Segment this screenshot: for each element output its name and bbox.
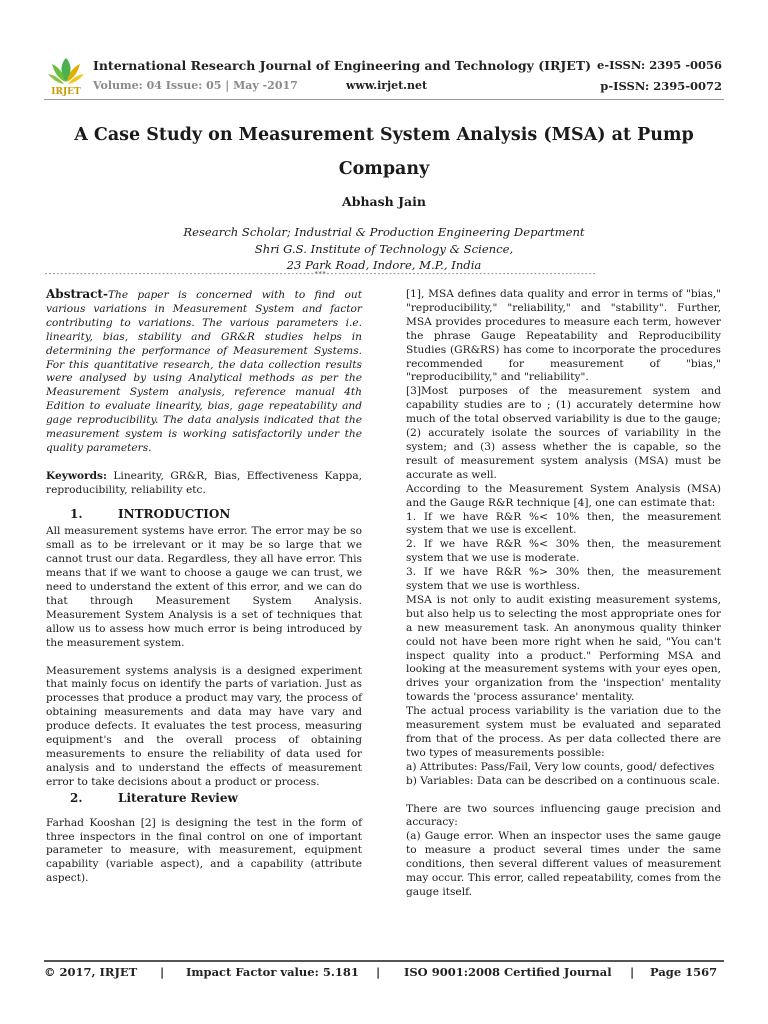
- volume-issue: Volume: 04 Issue: 05 | May -2017: [93, 79, 298, 92]
- abstract: [46, 288, 362, 456]
- affiliation-line-3: 23 Park Road, Indore, M.P., India: [286, 258, 482, 272]
- criteria-item-3: 3. If we have R&R %> 30% then, the measurement system that we use is worthless.: [406, 566, 721, 593]
- journal-website: www.irjet.net: [346, 79, 428, 92]
- footer-iso: ISO 9001:2008 Certified Journal: [404, 965, 612, 979]
- section-heading-literature: [46, 792, 362, 806]
- irjet-logo: [44, 52, 88, 96]
- section-divider: ---------------------------------------------------------------------***---------------------------------------------------------------------: [44, 270, 596, 278]
- keywords-label: Keywords:: [46, 469, 107, 482]
- journal-header: [44, 52, 724, 96]
- measurement-type-attributes: a) Attributes: Pass/Fail, Very low counts, good/ defectives: [406, 760, 715, 773]
- section-number: 2.: [70, 790, 83, 805]
- header-rule: [44, 99, 724, 100]
- criteria-item-1: 1. If we have R&R %< 10% then, the measurement system that we use is excellent.: [406, 510, 721, 537]
- right-paragraph-variability: The actual process variability is the variation due to the measurement system must be evaluated and separated from that of the process. As per data collected there are two types of measurements possible:: [406, 705, 721, 759]
- right-paragraph-3: According to the Measurement System Analysis (MSA) and the Gauge R&R technique [4], one can estimate that:: [406, 482, 721, 509]
- footer-copyright: © 2017, IRJET: [44, 965, 138, 979]
- logo-text: IRJET: [51, 87, 81, 96]
- affiliation-line-1: Research Scholar; Industrial & Production Engineering Department: [183, 225, 585, 239]
- section-number: 1.: [70, 506, 83, 521]
- title-line-1: A Case Study on Measurement System Analysis (MSA) at Pump: [74, 125, 694, 145]
- footer-rule: [44, 960, 724, 962]
- right-paragraph-1: [1], MSA defines data quality and error in terms of "bias," "reproducibility," "reliability," and "stability". Further, MSA provides procedures to measure each term, however the phrase Gauge Repeatability and Reproducibility Studies (GR&RS) has come to incorporate the procedures recommended for measurement of "bias," "reproducibility," and "reliability".: [406, 288, 721, 384]
- author-name: Abhash Jain: [342, 194, 426, 209]
- right-column: [406, 288, 721, 900]
- keywords: [46, 470, 362, 498]
- left-column: [46, 288, 362, 886]
- footer-impact-factor: Impact Factor value: 5.181: [186, 965, 359, 979]
- paper-title: [40, 118, 728, 186]
- author-affiliation: [0, 224, 768, 274]
- right-paragraph-sources: There are two sources influencing gauge precision and accuracy:: [406, 802, 721, 829]
- e-issn: e-ISSN: 2395 -0056: [597, 58, 722, 72]
- literature-paragraph-1: Farhad Kooshan [2] is designing the test in the form of three inspectors in the final control on one of important parameter to measure, with measurement, equipment capability (variable aspect), and a capability (attribute aspect).: [46, 816, 362, 885]
- page-footer: [44, 965, 724, 981]
- right-paragraph-msa: MSA is not only to audit existing measurement systems, but also help us to selecting the most appropriate ones for a new measurement task. An anonymous quality thinker could not have been more right when he said, "You can't inspect quality into a product." Performing MSA and looking at the measurement systems with your eyes open, drives your organization from the 'inspection' mentality towards the 'process assurance' mentality.: [406, 593, 721, 704]
- footer-page-number: Page 1567: [650, 965, 718, 979]
- section-title: Literature Review: [118, 790, 238, 805]
- abstract-text: The paper is concerned with to find out various variations in Measurement System and factor contributing to variations. The various parameters i.e. linearity, bias, stability and GR&R studies helps in determining the performance of Measurement Systems. For this quantitative research, the data collection results were analysed by using Analytical methods as per the Measurement System analysis, reference manual 4th Edition to evaluate linearity, bias, gage repeatability and gage reproducibility. The data analysis indicated that the measurement system is working satisfactorily under the quality parameters.: [46, 289, 362, 454]
- section-heading-introduction: [46, 508, 362, 522]
- affiliation-line-2: Shri G.S. Institute of Technology & Science,: [254, 241, 514, 256]
- p-issn: p-ISSN: 2395-0072: [600, 79, 722, 93]
- footer-separator: |: [630, 965, 635, 979]
- intro-paragraph-1: All measurement systems have error. The error may be so small as to be irrelevant or it may be so large that we cannot trust our data. Regardless, they all have error. This means that if we want to choose a gauge we can trust, we need to understand the extent of this error, and we can do that through Measurement System Analysis. Measurement System Analysis is a set of techniques that allow us to assess how much error is being introduced by the measurement system.: [46, 525, 362, 649]
- intro-paragraph-2: Measurement systems analysis is a designed experiment that mainly focus on identify the parts of variation. Just as processes that produce a product may vary, the process of obtaining measurements and data may have vary and produce defects. It evaluates the test process, measuring equipment's and the overall process of obtaining measurements to ensure the reliability of data used for analysis and to understand the effects of measurement error to take decisions about a product or process.: [46, 664, 362, 788]
- footer-separator: |: [376, 965, 381, 979]
- abstract-label: Abstract-: [46, 287, 108, 301]
- right-paragraph-gauge-error: (a) Gauge error. When an inspector uses the same gauge to measure a product several times under the same conditions, then several different values of measurement may occur. This error, called repeatability, comes from the gauge itself.: [406, 830, 721, 898]
- footer-separator: |: [160, 965, 165, 979]
- section-title: INTRODUCTION: [118, 506, 231, 521]
- criteria-item-2: 2. If we have R&R %< 30% then, the measurement system that we use is moderate.: [406, 538, 721, 565]
- title-line-2: Company: [338, 159, 430, 179]
- journal-title: International Research Journal of Engineering and Technology (IRJET): [93, 58, 592, 73]
- measurement-type-variables: b) Variables: Data can be described on a continuous scale.: [406, 774, 720, 787]
- keywords-text: Linearity, GR&R, Bias, Effectiveness Kappa, reproducibility, reliability etc.: [46, 469, 363, 496]
- right-paragraph-2: [3]Most purposes of the measurement system and capability studies are to ; (1) accurately determine how much of the total observed variability is due to the gauge; (2) accurately isolate the sources of variability in the system; and (3) assess whether the is capable, so the result of measurement system analysis (MSA) must be accurate as well.: [406, 385, 721, 481]
